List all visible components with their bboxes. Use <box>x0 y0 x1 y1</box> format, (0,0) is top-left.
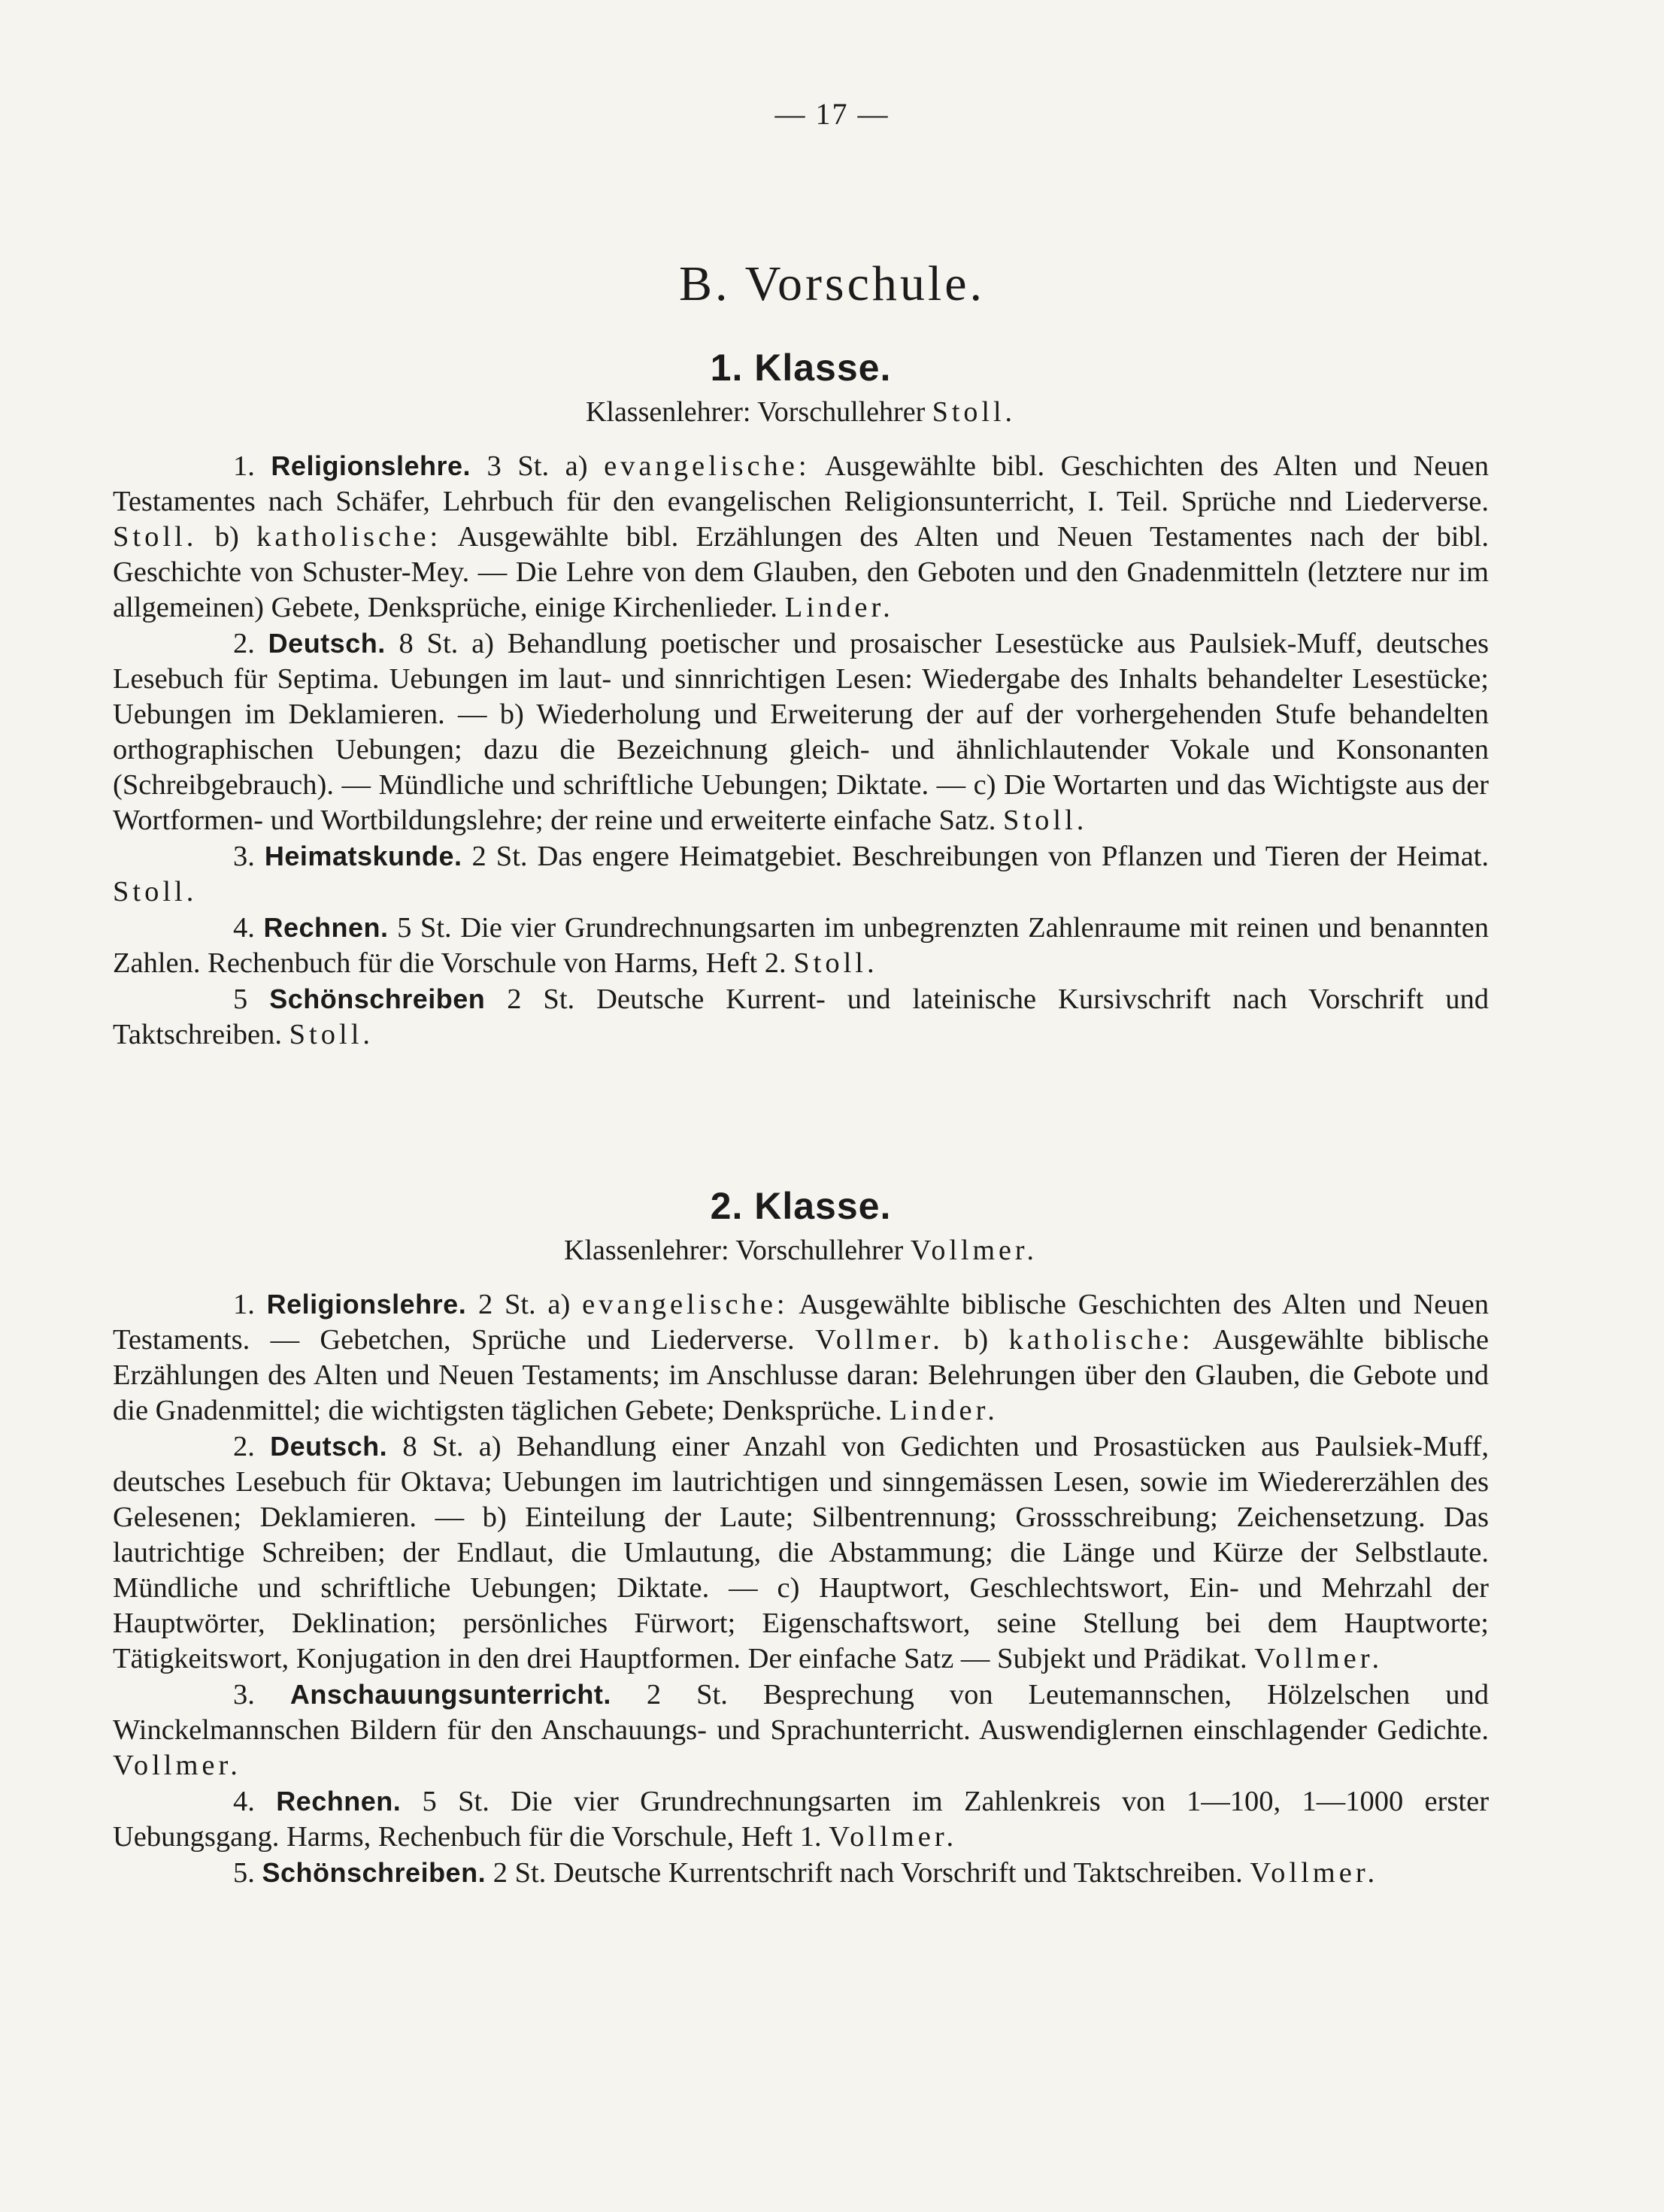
entry-text: 5 St. Die vier Grundrechnungsarten im unbegrenzten Zahlenraume mit reinen und benannten Zahlen. Rechenbuch für die Vorschule von Harms, Heft 2. <box>113 912 1489 979</box>
teacher-ref: Stoll. <box>289 1019 374 1050</box>
entry-text: 2 St. Besprechung von Leutemannschen, Hölzelschen und Winckelmannschen Bildern für den Anschauungs- und Sprachunterricht. Auswendiglernen einschlagender Gedichte. <box>113 1679 1489 1746</box>
entry-number: 2. <box>233 1431 255 1462</box>
section-klasse-2 <box>113 1184 1489 1891</box>
entry-number: 4. <box>233 912 255 944</box>
teacher-ref: Vollmer. <box>829 1821 958 1853</box>
subject-entry <box>113 1855 1489 1891</box>
subject-name: Schönschreiben <box>269 983 486 1014</box>
denomination-label: katholische: <box>256 521 442 553</box>
subject-name: Anschauungsunterricht. <box>289 1679 611 1710</box>
subject-entry <box>113 448 1489 626</box>
entry-number: 5. <box>233 1857 255 1889</box>
entry-number: 3. <box>233 1679 255 1711</box>
teacher-prefix: Klassenlehrer: Vorschullehrer <box>564 1235 904 1266</box>
teacher-ref: Stoll. <box>1003 805 1088 836</box>
teacher-name: Stoll. <box>932 396 1017 428</box>
teacher-ref: Stoll. <box>793 947 878 979</box>
page-number: — 17 — <box>774 97 890 131</box>
entry-text: Ausgewählte bibl. Erzählungen des Alten und Neuen Testamentes nach der bibl. Geschichte von Schuster-Mey. — Die Lehre von dem Glauben, den Geboten und den Gnadenmitteln (letztere nur im allgemeinen) Gebete, Denksprüche, einige Kirchenlieder. <box>113 521 1490 623</box>
entry-text: 8 St. a) Behandlung poetischer und prosaischer Lesestücke aus Paulsiek-Muff, deutsches Lesebuch für Septima. Uebungen im laut- und sinnrichtigen Lesen: Wiedergabe des Inhalts behandelter Lesestücke; Uebungen im Deklamieren. — b) Wiederholung und Erweiterung der auf der vorhergehenden Stufe behandelten orthographischen Uebungen; dazu die Bezeichnung gleich- und ähnlichlautender Vokale und Konsonanten (Schreibgebrauch). — Mündliche und schriftliche Uebungen; Diktate. — c) Die Wortarten und das Wichtigste aus der Wortformen- und Wortbildungslehre; der reine und erweiterte einfache Satz. <box>113 628 1490 836</box>
teacher-ref: Stoll. <box>113 876 198 908</box>
subject-name: Rechnen. <box>276 1786 402 1817</box>
denomination-label: evangelische: <box>604 450 811 482</box>
teacher-ref: Linder. <box>889 1395 999 1426</box>
subject-entry <box>113 838 1489 910</box>
teacher-prefix: Klassenlehrer: Vorschullehrer <box>585 396 926 428</box>
subject-entry <box>113 626 1489 838</box>
entry-text: 2 St. Deutsche Kurrentschrift nach Vorschrift und Taktschreiben. <box>493 1857 1243 1889</box>
teacher-ref: Vollmer. <box>1250 1857 1379 1889</box>
subject-name: Deutsch. <box>268 628 386 659</box>
denomination-label: evangelische: <box>582 1289 789 1320</box>
entry-number: 3. <box>233 841 255 872</box>
subject-entry <box>113 981 1489 1053</box>
page-title: B. Vorschule. <box>678 256 986 311</box>
entry-text: 2 St. Deutsche Kurrent- und lateinische Kursivschrift nach Vorschrift und Taktschreiben. <box>113 983 1490 1050</box>
class-teacher-line <box>113 1234 1489 1267</box>
teacher-ref: Stoll. <box>113 521 198 553</box>
subject-entry <box>113 1783 1489 1855</box>
subject-entry <box>113 1677 1489 1783</box>
entry-text: b) <box>214 521 239 553</box>
teacher-ref: Vollmer. <box>814 1324 944 1356</box>
entry-text: 2 St. a) <box>477 1289 571 1320</box>
entry-text: 8 St. a) Behandlung einer Anzahl von Gedichten und Prosastücken aus Paulsiek-Muff, deutsches Lesebuch für Oktava; Uebungen im lautrichtigen und sinngemässen Lesen, sowie im Wiedererzählen des Gelesenen; Deklamieren. — b) Einteilung der Laute; Silbentrennung; Grossschreibung; Zeichensetzung. Das lautrichtige Schreiben; der Endlaut, die Umlautung, die Abstammung; die Länge und Kürze der Selbstlaute. Mündliche und schriftliche Uebungen; Diktate. — c) Hauptwort, Geschlechtswort, Ein- und Mehrzahl der Hauptwörter, Deklination; persönliches Fürwort; Eigenschaftswort, seine Stellung bei dem Hauptworte; Tätigkeitswort, Konjugation in den drei Hauptformen. Der einfache Satz — Subjekt und Prädikat. <box>113 1431 1489 1674</box>
subject-name: Religionslehre. <box>271 450 471 481</box>
entry-text: 2 St. Das engere Heimatgebiet. Beschreibungen von Pflanzen und Tieren der Heimat. <box>471 841 1490 872</box>
entry-number: 2. <box>233 628 255 659</box>
entry-number: 4. <box>233 1786 255 1817</box>
subject-entry <box>113 1286 1489 1429</box>
entry-number: 5 <box>233 983 248 1015</box>
entry-text: Ausgewählte bibl. Geschichten des Alten und Neuen Testamentes nach Schäfer, Lehrbuch für den evangelischen Religionsunterricht, I. Teil. Sprüche nnd Liederverse. <box>113 450 1490 517</box>
subject-name: Heimatskunde. <box>264 841 462 871</box>
section-heading: 1. Klasse. <box>710 347 892 389</box>
subject-entry <box>113 910 1489 981</box>
entry-text: 5 St. Die vier Grundrechnungsarten im Zahlenkreis von 1—100, 1—1000 erster Uebungsgang. Harms, Rechenbuch für die Vorschule, Heft 1. <box>113 1786 1490 1853</box>
entry-text: b) <box>964 1324 989 1356</box>
section-klasse-1 <box>113 346 1489 1053</box>
subject-entry <box>113 1429 1489 1677</box>
entry-text: Ausgewählte biblische Geschichten des Alten und Neuen Testaments. — Gebetchen, Sprüche und Liederverse. <box>113 1289 1489 1356</box>
teacher-ref: Vollmer. <box>113 1750 241 1781</box>
entry-text: Ausgewählte biblische Erzählungen des Alten und Neuen Testaments; im Anschlusse daran: Belehrungen über den Glauben, die Gebote und die Gnadenmittel; die wichtigsten täglichen Gebete; Denksprüche. <box>113 1324 1490 1426</box>
teacher-ref: Vollmer. <box>1254 1643 1384 1674</box>
entry-number: 1. <box>233 1289 255 1320</box>
subject-name: Deutsch. <box>270 1431 388 1462</box>
section-heading: 2. Klasse. <box>710 1185 892 1227</box>
teacher-ref: Linder. <box>784 592 894 623</box>
subject-name: Schönschreiben. <box>262 1857 486 1888</box>
entry-text: 3 St. a) <box>486 450 588 482</box>
class-teacher-line <box>113 395 1489 429</box>
teacher-name: Vollmer. <box>910 1235 1038 1266</box>
subject-name: Rechnen. <box>263 912 389 943</box>
denomination-label: katholische: <box>1008 1324 1194 1356</box>
subject-name: Religionslehre. <box>266 1289 467 1320</box>
entry-number: 1. <box>233 450 255 482</box>
